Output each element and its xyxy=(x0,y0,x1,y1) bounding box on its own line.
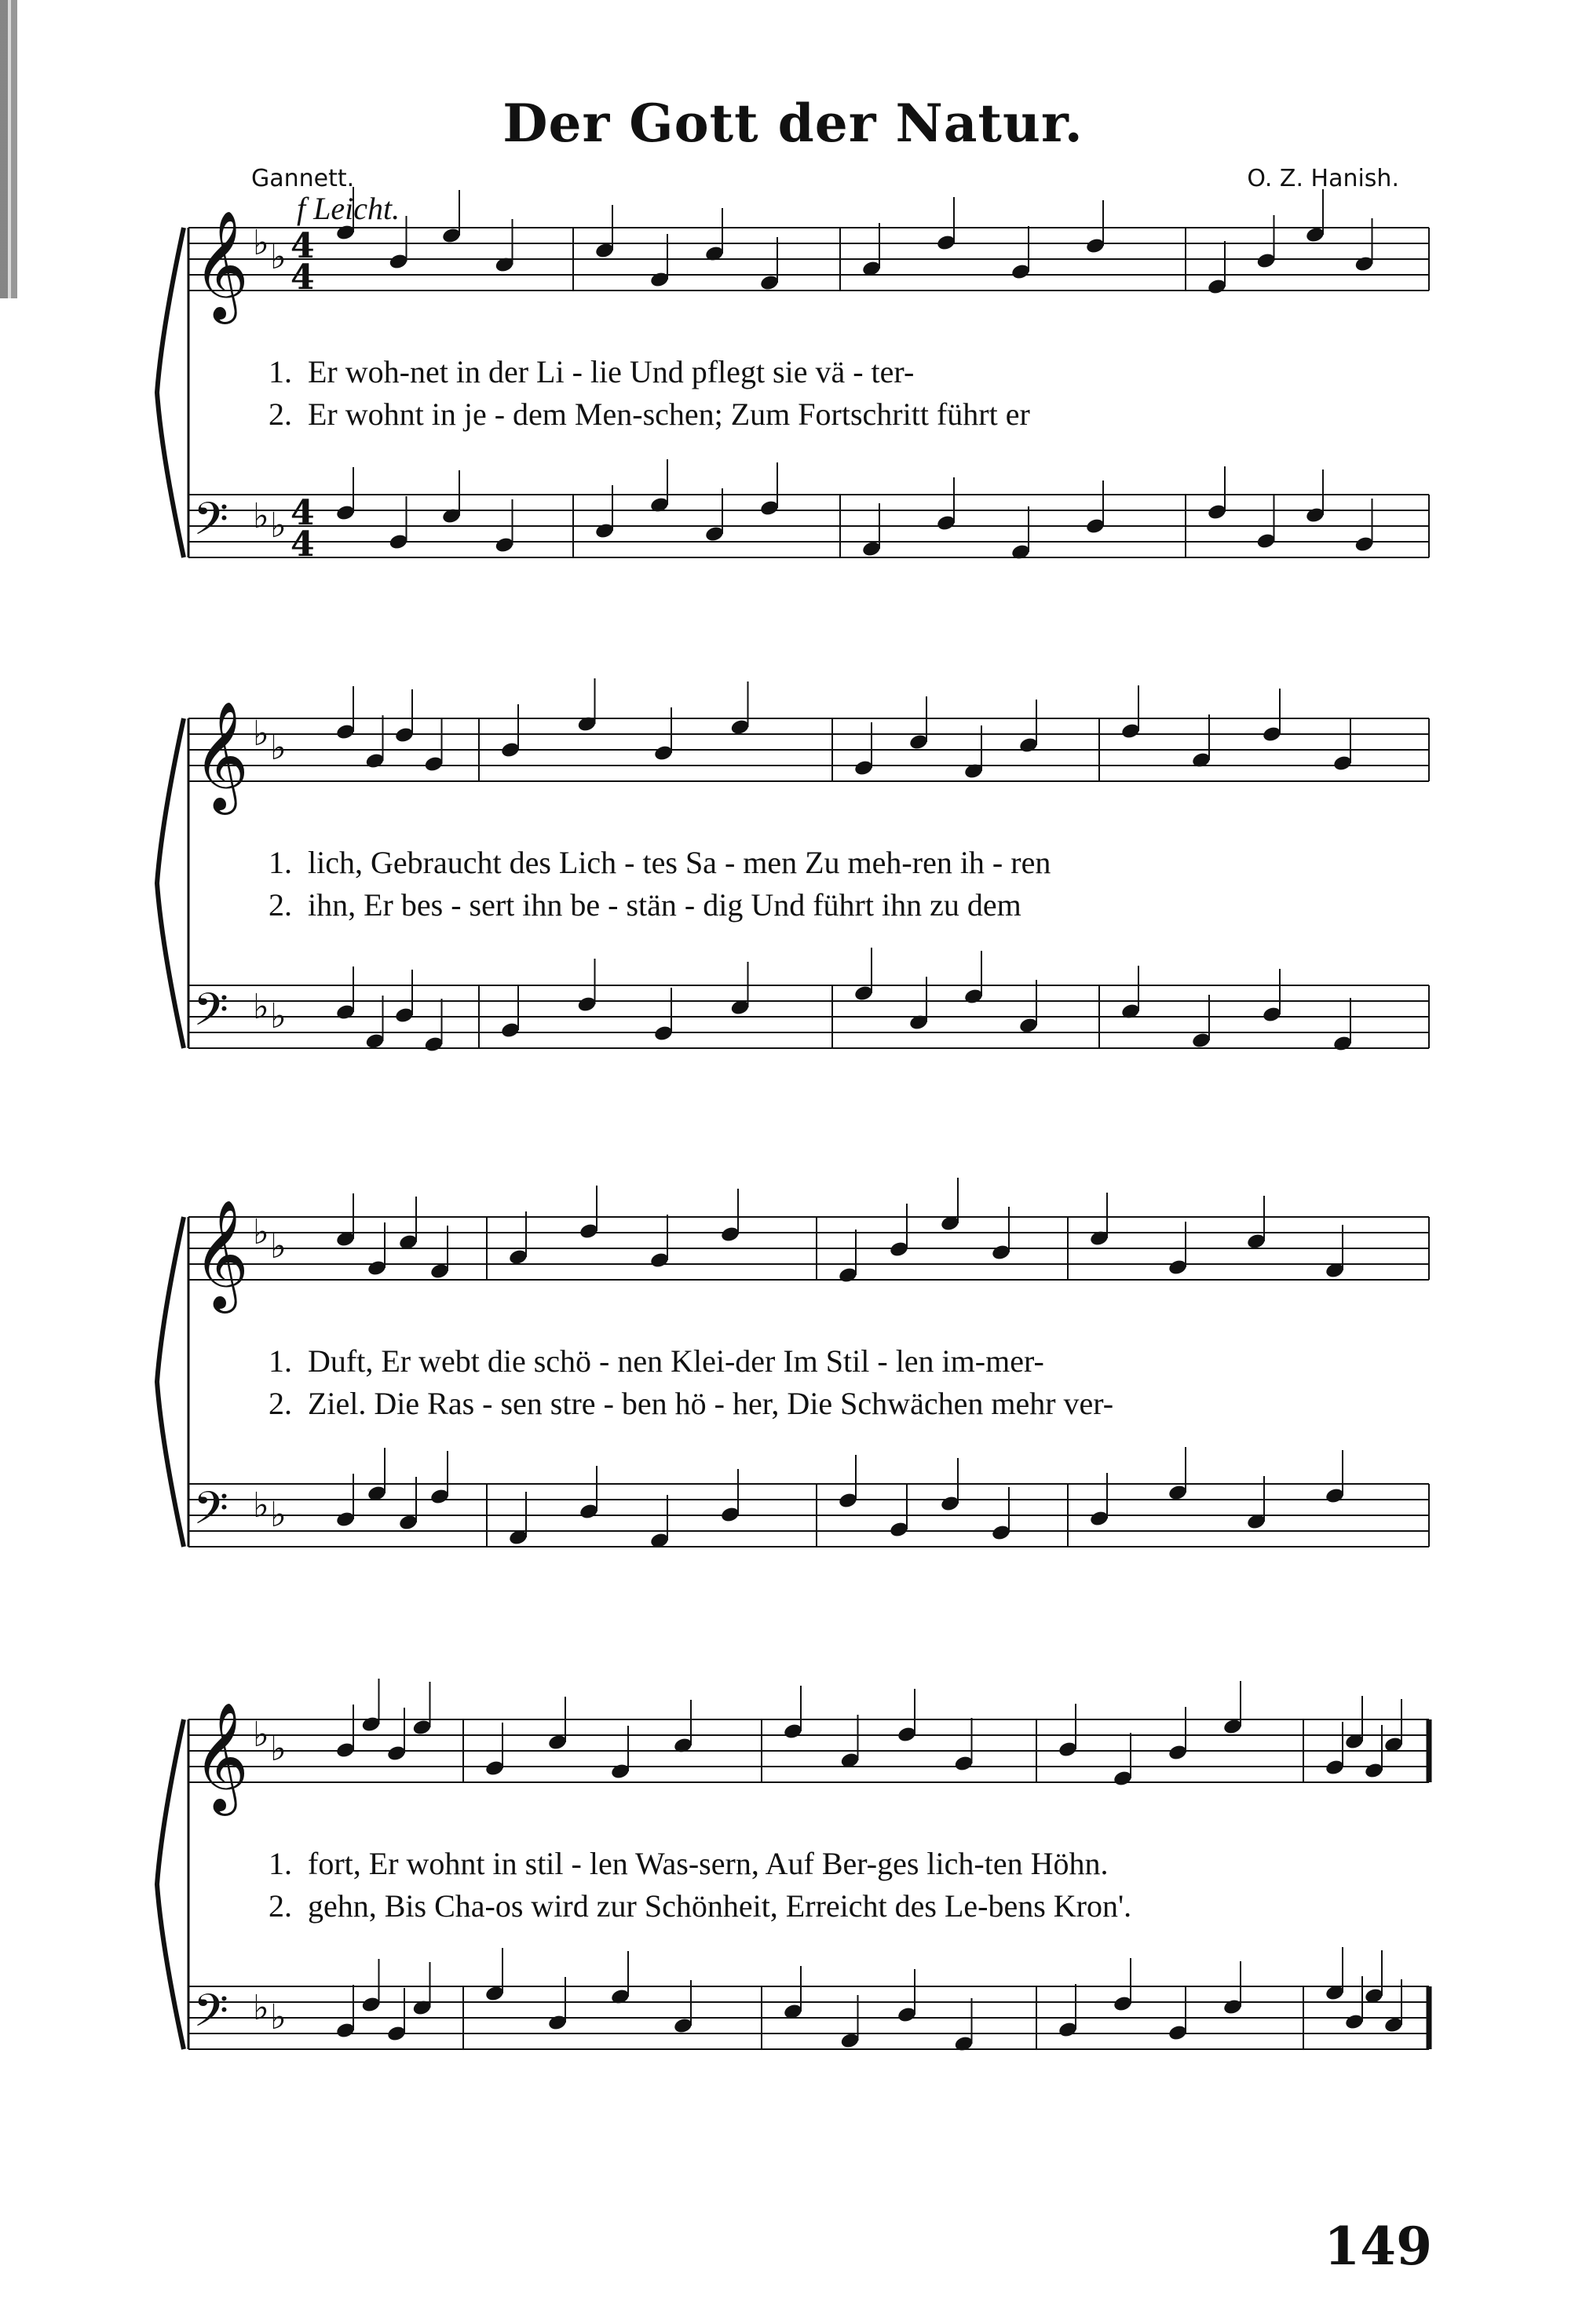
lyric-text: Ziel. Die Ras - sen stre - ben hö - her, Die Schwächen mehr ver- xyxy=(308,1386,1114,1421)
key-signature-flat: ♭ xyxy=(253,496,269,536)
key-signature-flat: ♭ xyxy=(270,1226,287,1266)
page-number: 149 xyxy=(1324,2216,1432,2277)
key-signature-flat: ♭ xyxy=(270,1729,287,1769)
treble-clef: 𝄞 xyxy=(193,1200,249,1309)
key-signature-flat: ♭ xyxy=(253,987,269,1027)
time-signature-bottom: 4 xyxy=(291,258,315,298)
treble-clef: 𝄞 xyxy=(193,1702,249,1811)
bass-clef: 𝄢 xyxy=(193,1984,229,2048)
verse-number: 2. xyxy=(269,396,292,432)
key-signature-flat: ♭ xyxy=(253,1988,269,2028)
tempo-text: Leicht. xyxy=(313,191,400,226)
verse-1-line xyxy=(243,1845,1437,1883)
key-signature-flat: ♭ xyxy=(270,996,287,1036)
key-signature-flat: ♭ xyxy=(270,506,287,546)
time-signature-bottom: 4 xyxy=(291,524,315,565)
lyric-text: lich, Gebraucht des Lich - tes Sa - men Zu meh-ren ih - ren xyxy=(308,845,1051,880)
system-brace xyxy=(157,718,184,1048)
key-signature-flat: ♭ xyxy=(253,714,269,754)
music-system-2 xyxy=(165,703,1437,1111)
treble-clef: 𝄞 xyxy=(193,210,249,320)
system-brace xyxy=(157,228,184,557)
key-signature-flat: ♭ xyxy=(270,237,287,277)
time-signature-top: 4 xyxy=(291,226,315,266)
lyric-text: Er wohnt in je - dem Men-schen; Zum Fortschritt führt er xyxy=(308,396,1030,432)
hymn-title: Der Gott der Natur. xyxy=(502,93,1084,154)
key-signature-flat: ♭ xyxy=(270,728,287,768)
verse-1-line xyxy=(243,844,1437,882)
system-brace xyxy=(157,1719,184,2049)
verse-number: 2. xyxy=(269,887,292,923)
lyric-text: Er woh-net in der Li - lie Und pflegt sie vä - ter- xyxy=(308,354,915,389)
bass-clef: 𝄢 xyxy=(193,983,229,1047)
bass-clef: 𝄢 xyxy=(193,1482,229,1546)
music-system-4 xyxy=(165,1704,1437,2112)
key-signature-flat: ♭ xyxy=(253,1212,269,1252)
key-signature-flat: ♭ xyxy=(253,223,269,263)
system-brace xyxy=(157,1217,184,1547)
lyric-text: gehn, Bis Cha-os wird zur Schönheit, Erreicht des Le-bens Kron'. xyxy=(308,1888,1132,1924)
verse-2-line xyxy=(243,886,1437,924)
lyric-text: fort, Er wohnt in stil - len Was-sern, Auf Ber-ges lich-ten Höhn. xyxy=(308,1846,1109,1881)
lyric-text: ihn, Er bes - sert ihn be - stän - dig Und führt ihn zu dem xyxy=(308,887,1021,923)
key-signature-flat: ♭ xyxy=(253,1485,269,1526)
verse-2-line xyxy=(243,1385,1437,1423)
verse-number: 1. xyxy=(269,354,292,389)
verse-1-line xyxy=(243,1343,1437,1380)
key-signature-flat: ♭ xyxy=(270,1495,287,1535)
verse-number: 1. xyxy=(269,1846,292,1881)
verse-2-line xyxy=(243,396,1437,433)
key-signature-flat: ♭ xyxy=(253,1715,269,1755)
verse-number: 2. xyxy=(269,1386,292,1421)
arranger-credit: O. Z. Hanish. xyxy=(1247,165,1399,192)
treble-clef: 𝄞 xyxy=(193,701,249,810)
composer-credit: Gannett. xyxy=(251,165,355,192)
verse-1-line xyxy=(243,353,1437,391)
verse-2-line xyxy=(243,1887,1437,1925)
music-system-3 xyxy=(165,1201,1437,1610)
time-signature-top: 4 xyxy=(291,493,315,533)
music-system-1 xyxy=(165,212,1437,620)
key-signature-flat: ♭ xyxy=(270,1997,287,2037)
verse-number: 2. xyxy=(269,1888,292,1924)
verse-number: 1. xyxy=(269,845,292,880)
verse-number: 1. xyxy=(269,1343,292,1379)
dynamic-mark: f xyxy=(297,191,306,226)
bass-clef: 𝄢 xyxy=(193,492,229,557)
lyric-text: Duft, Er webt die schö - nen Klei-der Im Stil - len im-mer- xyxy=(308,1343,1044,1379)
